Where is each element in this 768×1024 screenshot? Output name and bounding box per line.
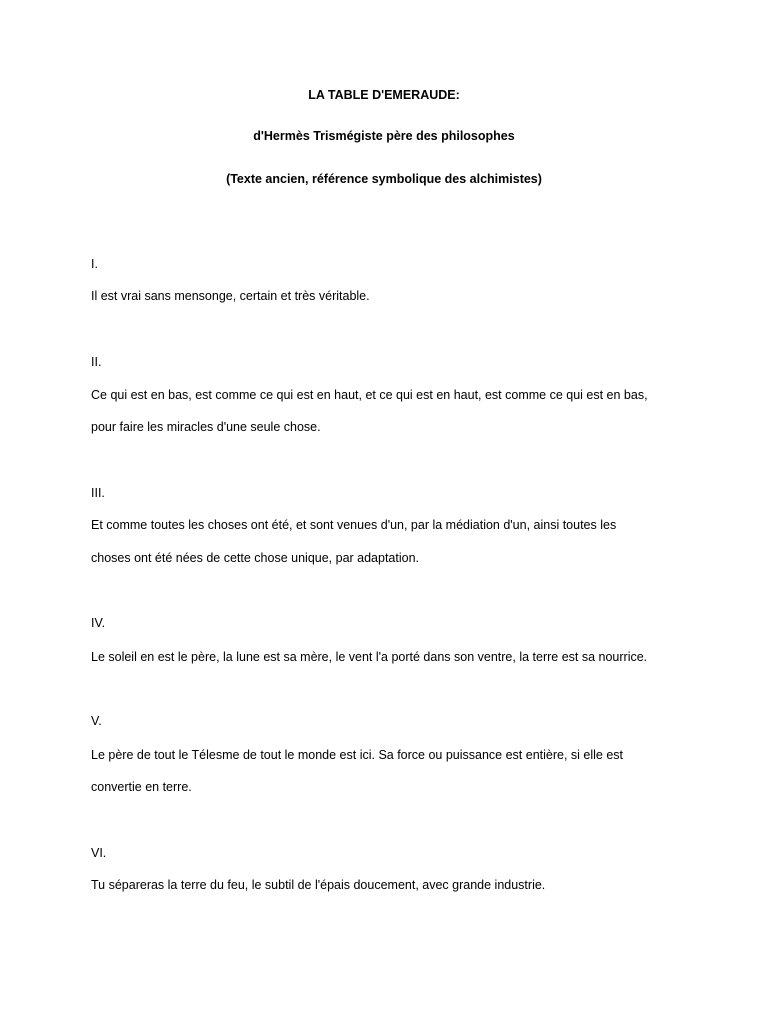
section-text-line: Le père de tout le Télesme de tout le monde est ici. Sa force ou puissance est entière, si elle est — [91, 748, 624, 762]
document-note: (Texte ancien, référence symbolique des alchimistes) — [226, 172, 542, 186]
section-numeral: I. — [91, 257, 98, 271]
section-numeral: VI. — [91, 846, 107, 860]
section-text-line: Il est vrai sans mensonge, certain et très véritable. — [91, 289, 370, 303]
document-subtitle: d'Hermès Trismégiste père des philosophes — [253, 129, 515, 143]
section-numeral: IV. — [91, 616, 106, 630]
section-text-line: convertie en terre. — [91, 780, 192, 794]
section-text-line: choses ont été nées de cette chose unique, par adaptation. — [91, 551, 420, 565]
section-numeral: II. — [91, 355, 102, 369]
section-numeral: III. — [91, 486, 105, 500]
section-numeral: V. — [91, 714, 102, 728]
section-text-line: Le soleil en est le père, la lune est sa mère, le vent l'a porté dans son ventre, la terre est sa nourrice. — [91, 650, 648, 664]
document-title: LA TABLE D'EMERAUDE: — [308, 88, 460, 102]
section-text-line: pour faire les miracles d'une seule chose. — [91, 420, 321, 434]
section-text-line: Et comme toutes les choses ont été, et sont venues d'un, par la médiation d'un, ainsi toutes les — [91, 518, 617, 532]
section-text-line: Ce qui est en bas, est comme ce qui est en haut, et ce qui est en haut, est comme ce qui est en bas, — [91, 388, 648, 402]
section-text-line: Tu sépareras la terre du feu, le subtil de l'épais doucement, avec grande industrie. — [91, 878, 546, 892]
